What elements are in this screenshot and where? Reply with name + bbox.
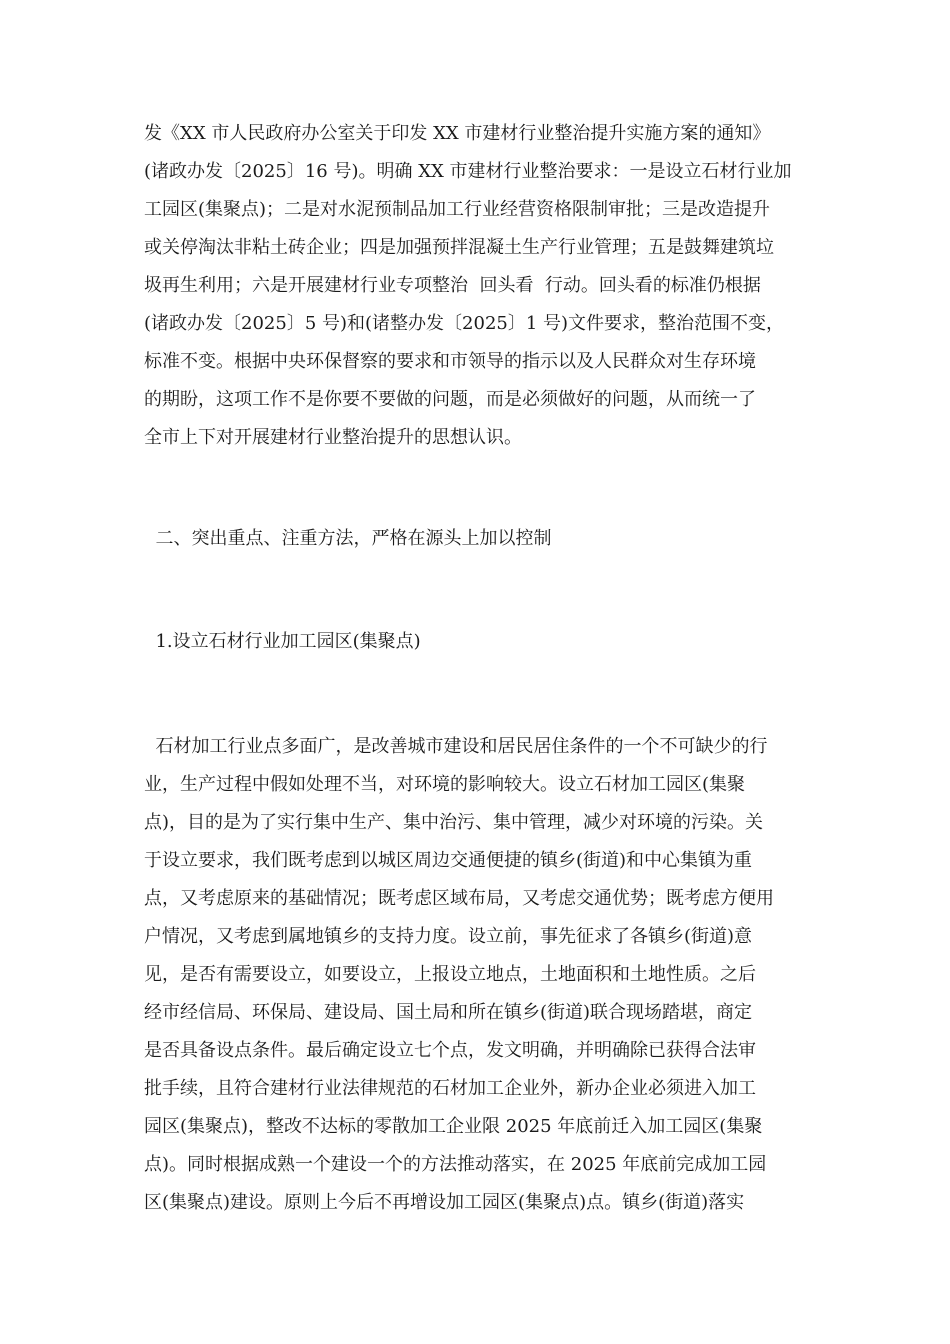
text-line: 园区(集聚点)，整改不达标的零散加工企业限 2025 年底前迁入加工园区(集聚 (144, 1116, 763, 1137)
text-line: 见，是否有需要设立，如要设立，上报设立地点，土地面积和土地性质。之后 (144, 964, 756, 985)
text-line: 发《XX 市人民政府办公室关于印发 XX 市建材行业整治提升实施方案的通知》 (144, 123, 771, 144)
text-line: 圾再生利用；六是开展建材行业专项整治 回头看 行动。回头看的标准仍根据 (144, 275, 761, 296)
text-line: 或关停淘汰非粘土砖企业；四是加强预拌混凝土生产行业管理；五是鼓舞建筑垃 (144, 237, 774, 258)
text-line: 于设立要求，我们既考虑到以城区周边交通便捷的镇乡(街道)和中心集镇为重 (144, 850, 753, 871)
text-line: 全市上下对开展建材行业整治提升的思想认识。 (144, 427, 522, 448)
section-heading: 二、突出重点、注重方法，严格在源头上加以控制 (144, 528, 552, 549)
text-line: 经市经信局、环保局、建设局、国土局和所在镇乡(街道)联合现场踏堪，商定 (144, 1002, 753, 1023)
text-line: (诸政办发〔2025〕5 号)和(诸整办发〔2025〕1 号)文件要求，整治范围不变， (144, 313, 785, 334)
text-line: 业，生产过程中假如处理不当，对环境的影响较大。设立石材加工园区(集聚 (144, 774, 746, 795)
text-line: 点，又考虑原来的基础情况；既考虑区域布局，又考虑交通优势；既考虑方便用 (144, 888, 774, 909)
text-line: 是否具备设点条件。最后确定设立七个点，发文明确，并明确除已获得合法审 (144, 1040, 756, 1061)
text-line: 区(集聚点)建设。原则上今后不再增设加工园区(集聚点)点。镇乡(街道)落实 (144, 1192, 745, 1213)
text-line: 的期盼，这项工作不是你要不要做的问题，而是必须做好的问题，从而统一了 (144, 389, 756, 410)
text-line: 工园区(集聚点)；二是对水泥预制品加工行业经营资格限制审批；三是改造提升 (144, 199, 771, 220)
text-line: 石材加工行业点多面广，是改善城市建设和居民居住条件的一个不可缺少的行 (144, 736, 768, 757)
text-line: (诸政办发〔2025〕16 号)。明确 XX 市建材行业整治要求：一是设立石材行业加 (144, 161, 792, 182)
text-line: 批手续，且符合建材行业法律规范的石材加工企业外，新办企业必须进入加工 (144, 1078, 756, 1099)
text-line: 标准不变。根据中央环保督察的要求和市领导的指示以及人民群众对生存环境 (144, 351, 756, 372)
text-line: 点)，目的是为了实行集中生产、集中治污、集中管理，减少对环境的污染。关 (144, 812, 764, 833)
text-line: 户情况，又考虑到属地镇乡的支持力度。设立前，事先征求了各镇乡(街道)意 (144, 926, 753, 947)
text-line: 点)。同时根据成熟一个建设一个的方法推动落实，在 2025 年底前完成加工园 (144, 1154, 767, 1175)
subsection-heading: 1.设立石材行业加工园区(集聚点) (144, 631, 421, 652)
